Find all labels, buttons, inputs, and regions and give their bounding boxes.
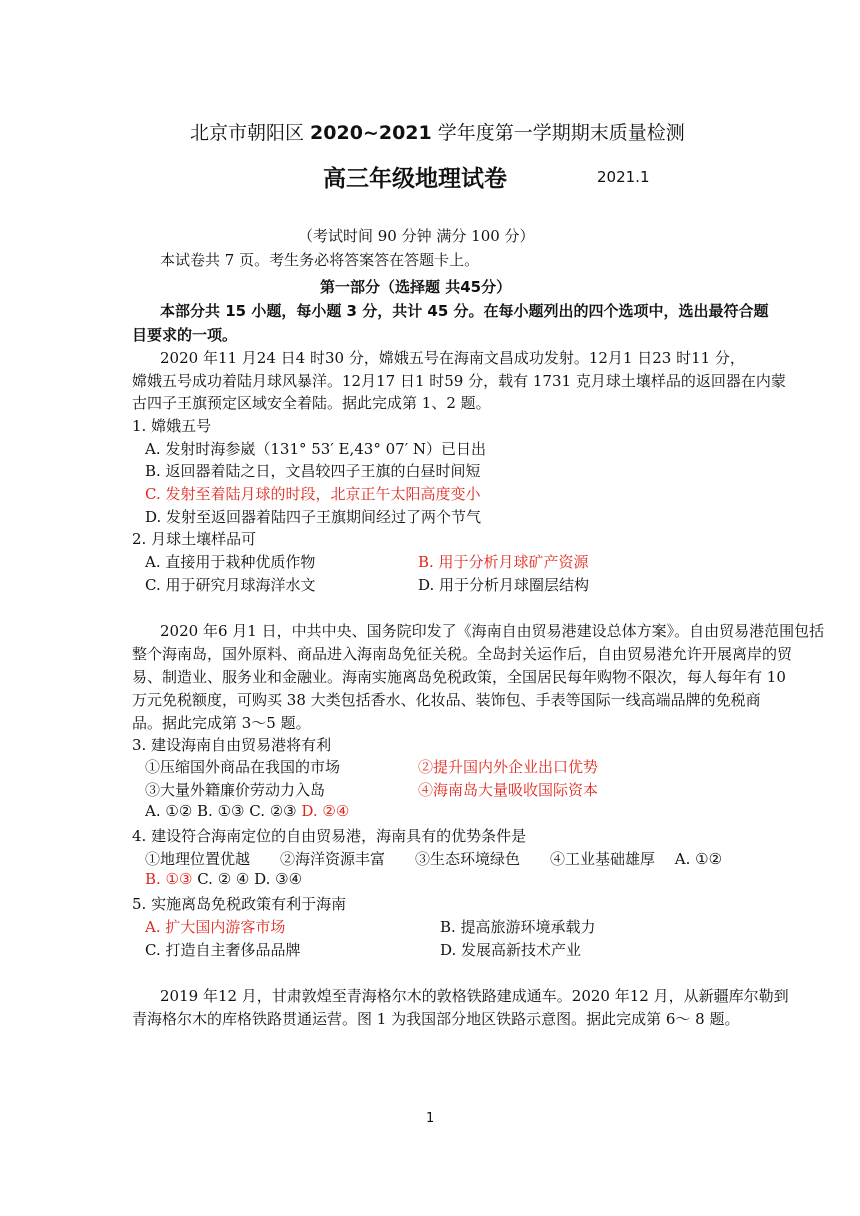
question-2-option-b-answer: B. 用于分析月球矿产资源 <box>418 553 589 571</box>
question-3-item-2: ②提升国内外企业出口优势 <box>418 758 599 776</box>
question-5-option-a-answer: A. 扩大国内游客市场 <box>145 918 286 936</box>
passage1-line: 2020 年11 月24 日4 时30 分，嫦娥五号在海南文昌成功发射。12月1 日23 时11 分， <box>160 349 745 367</box>
passage2-line: 整个海南岛，国外原料、商品进入海南岛免征关税。全岛封关运作后，自由贸易港允许开展离岸的贸 <box>132 645 793 663</box>
question-1-option-d: D. 发射至返回器着陆四子王旗期间经过了两个节气 <box>145 508 482 526</box>
question-2-stem: 2. 月球土壤样品可 <box>132 530 257 548</box>
question-5-option-c: C. 打造自主奢侈品品牌 <box>145 941 301 959</box>
question-3-choices <box>145 802 349 820</box>
passage2-line: 2020 年6 月1 日，中共中央、国务院印发了《海南自由贸易港建设总体方案》。自由贸易港范围包括 <box>160 622 825 640</box>
question-4-choices-rest: C. ② ④ D. ③④ <box>192 870 303 888</box>
question-3-item-1: ①压缩国外商品在我国的市场 <box>145 758 341 776</box>
question-5-option-b: B. 提高旅游环境承载力 <box>440 918 596 936</box>
header-term: 学年度第一学期期末质量检测 <box>431 122 685 144</box>
question-4-stem: 4. 建设符合海南定位的自由贸易港，海南具有的优势条件是 <box>132 827 527 845</box>
part1-instruction-cont: 目要求的一项。 <box>132 326 238 344</box>
question-3-answer: D. ②④ <box>301 802 350 820</box>
passage1-line: 嫦娥五号成功着陆月球风暴洋。12月17 日1 时59 分，载有 1731 克月球土壤样品的返回器在内蒙 <box>132 372 786 390</box>
question-3-item-4: ④海南岛大量吸收国际资本 <box>418 781 599 799</box>
question-4-items: ①地理位置优越 ②海洋资源丰富 ③生态环境绿色 ④工业基础雄厚 A. ①② <box>145 850 723 868</box>
question-5-stem: 5. 实施离岛免税政策有利于海南 <box>132 895 347 913</box>
part1-heading: 第一部分（选择题 共45分） <box>320 278 512 296</box>
header-region: 北京市朝阳区 <box>190 122 311 144</box>
question-1-option-c-answer: C. 发射至着陆月球的时段，北京正午太阳高度变小 <box>145 485 481 503</box>
question-3-choices-abc: A. ①② B. ①③ C. ②③ <box>145 802 302 820</box>
question-1-option-a: A. 发射时海参崴（131° 53′ E,43° 07′ N）已日出 <box>145 440 486 458</box>
passage2-line: 品。据此完成第 3～5 题。 <box>132 714 311 732</box>
question-3-item-3: ③大量外籍廉价劳动力入岛 <box>145 781 326 799</box>
question-2-option-a: A. 直接用于栽种优质作物 <box>145 553 316 571</box>
question-1-stem: 1. 嫦娥五号 <box>132 417 212 435</box>
header-school-year: 2020~2021 <box>310 122 432 144</box>
exam-header <box>190 118 685 145</box>
passage2-line: 易、制造业、服务业和金融业。海南实施离岛免税政策，全国居民每年购物不限次，每人每年有 10 <box>132 668 786 686</box>
passage3-line: 青海格尔木的库格铁路贯通运营。图 1 为我国部分地区铁路示意图。据此完成第 6～ 8 题。 <box>132 1010 740 1028</box>
passage3-line: 2019 年12 月，甘肃敦煌至青海格尔木的敦格铁路建成通车。2020 年12 月，从新疆库尔勒到 <box>160 987 789 1005</box>
question-1-option-b: B. 返回器着陆之日，文昌较四子王旗的白昼时间短 <box>145 462 481 480</box>
question-3-stem: 3. 建设海南自由贸易港将有利 <box>132 736 332 754</box>
passage1-line: 古四子王旗预定区域安全着陆。据此完成第 1、2 题。 <box>132 394 491 412</box>
question-4-answer: B. ①③ <box>145 870 193 888</box>
exam-notice: 本试卷共 7 页。考生务必将答案答在答题卡上。 <box>160 251 480 269</box>
question-2-option-d: D. 用于分析月球圈层结构 <box>418 576 590 594</box>
exam-info: （考试时间 90 分钟 满分 100 分） <box>298 227 535 245</box>
question-5-option-d: D. 发展高新技术产业 <box>440 941 582 959</box>
question-4-choices <box>145 870 302 888</box>
question-2-option-c: C. 用于研究月球海洋水文 <box>145 576 316 594</box>
exam-date: 2021.1 <box>597 168 650 186</box>
passage2-line: 万元免税额度，可购买 38 大类包括香水、化妆品、装饰包、手表等国际一线高端品牌的免税商 <box>132 691 761 709</box>
page-number: 1 <box>426 1111 435 1126</box>
exam-title: 高三年级地理试卷 <box>323 166 507 192</box>
part1-instruction: 本部分共 15 小题，每小题 3 分，共计 45 分。在每小题列出的四个选项中，选出最符合题 <box>160 302 769 320</box>
